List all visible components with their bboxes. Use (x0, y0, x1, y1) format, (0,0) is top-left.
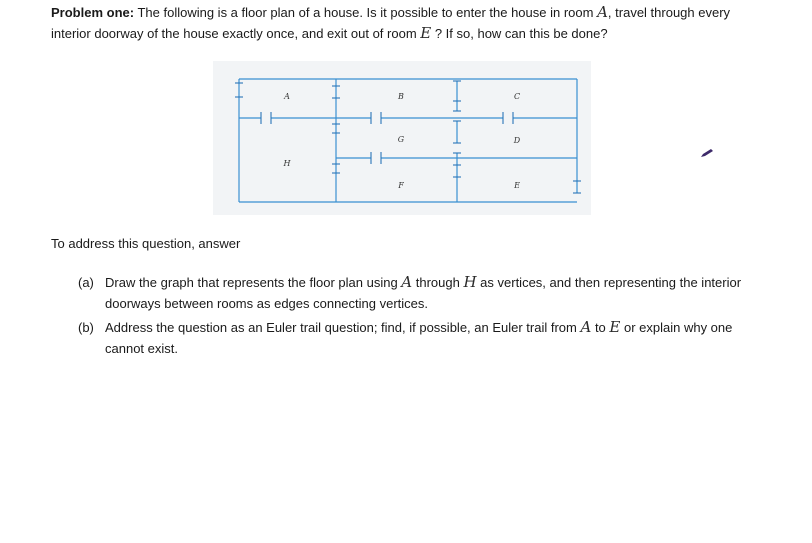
question-b-text-2: to (591, 320, 610, 335)
question-a-label: (a) (78, 275, 94, 290)
question-b-var-1: A (580, 318, 592, 336)
room-label-f: F (398, 181, 404, 190)
problem-heading: Problem one (51, 5, 130, 20)
problem-statement (51, 2, 771, 44)
question-a-text (105, 272, 765, 314)
question-b-text (105, 317, 765, 359)
question-b-var-2: E (609, 318, 621, 336)
question-a-text-1: Draw the graph that represents the floor plan using (105, 275, 402, 290)
problem-text-1: The following is a floor plan of a house. Is it possible to enter the house in room (134, 5, 598, 20)
floor-plan-svg (213, 61, 591, 215)
question-a-text-3: as vertices, and then representing the interior doorways between rooms as edges connecting vertices. (105, 275, 742, 311)
intro-text: To address this question, answer (51, 236, 241, 251)
room-labels (283, 92, 521, 190)
question-a-var-2: H (463, 273, 477, 291)
room-label-b: B (398, 92, 404, 101)
room-label-e: E (514, 181, 520, 190)
problem-text-2: , travel through every interior doorway of the house exactly once, and exit out of room (51, 5, 731, 41)
var-start-room: A (597, 3, 608, 21)
problem-colon: : (129, 5, 135, 20)
var-end-room: E (420, 24, 432, 42)
room-label-a: A (284, 92, 290, 101)
floor-plan-figure (213, 61, 591, 215)
question-b-text-1: Address the question as an Euler trail question; find, if possible, an Euler trail from (105, 320, 581, 335)
problem-text-3: ? If so, how can this be done? (431, 26, 608, 41)
question-a-text-2: through (412, 275, 464, 290)
question-b-text-3: or explain why one cannot exist. (105, 320, 733, 356)
question-b-label: (b) (78, 320, 94, 335)
room-label-c: C (513, 92, 521, 101)
pencil-cursor-icon (700, 148, 714, 158)
room-label-g: G (397, 135, 405, 144)
room-label-d: D (513, 136, 521, 145)
room-label-h: H (283, 159, 291, 168)
question-a-var-1: A (401, 273, 413, 291)
